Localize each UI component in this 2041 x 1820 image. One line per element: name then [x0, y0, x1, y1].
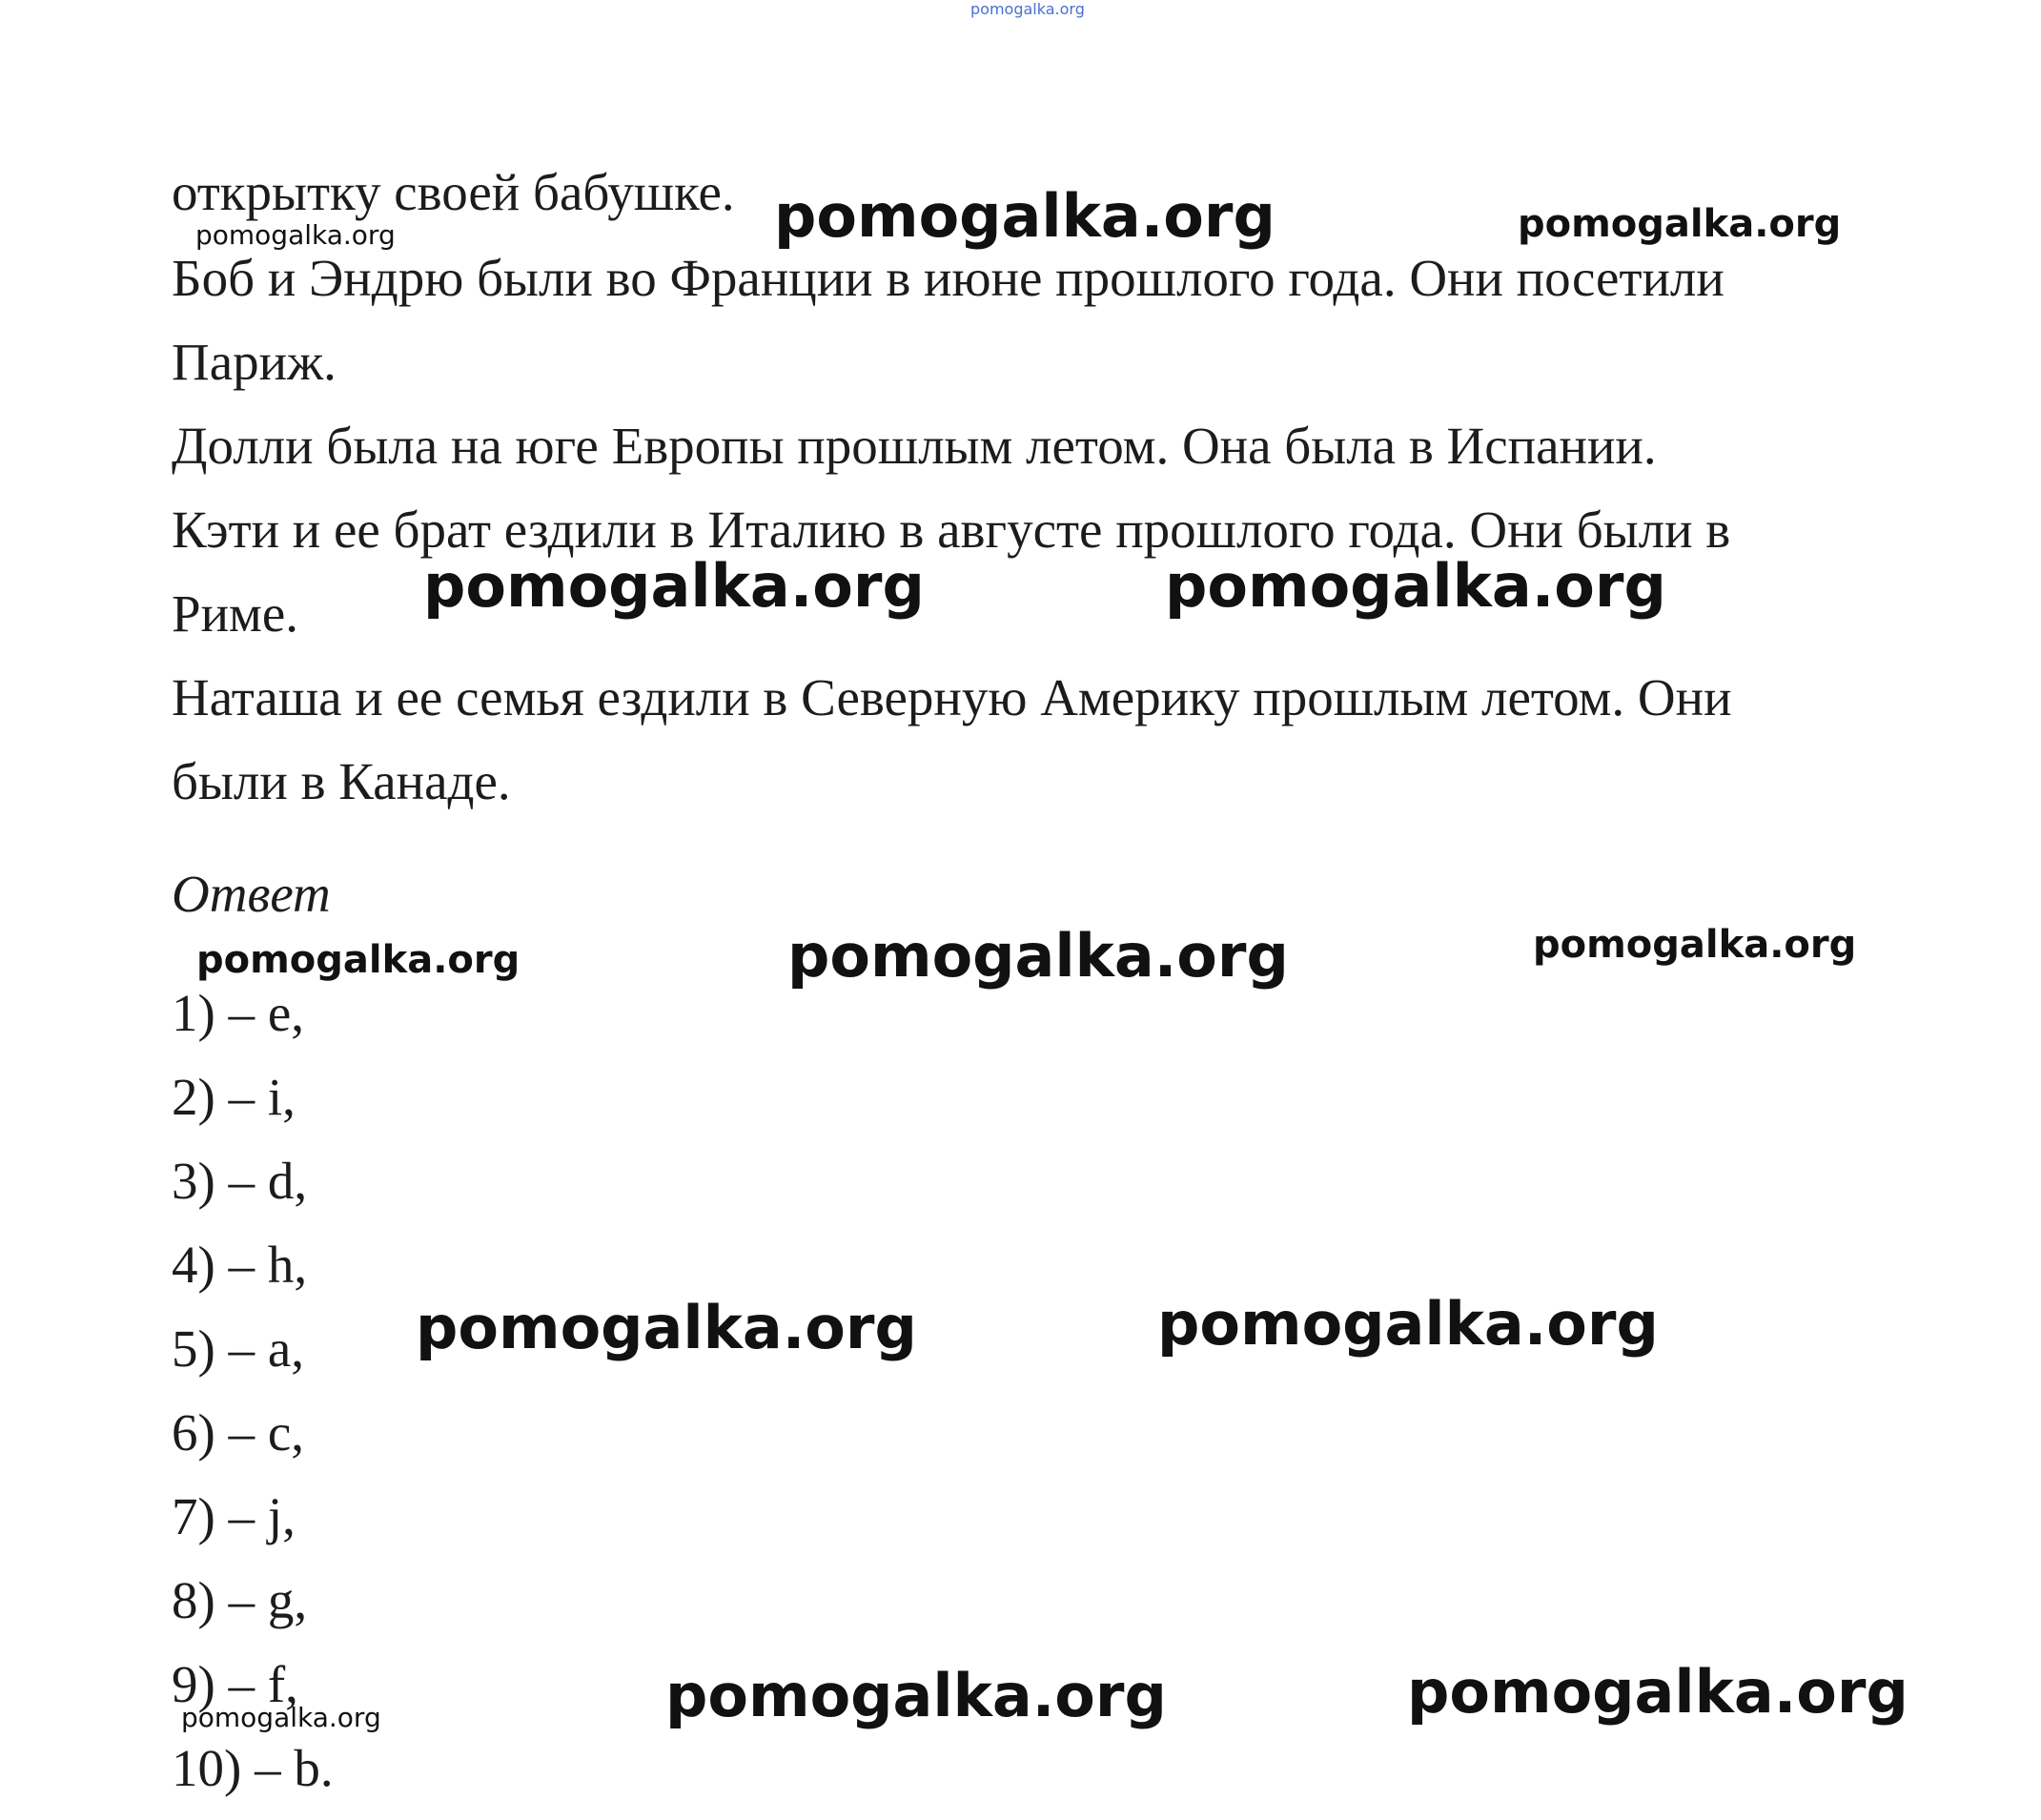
- watermark-large-7: pomogalka.org: [665, 1661, 1167, 1730]
- answer-item-5: 5) – a,: [172, 1319, 304, 1378]
- answer-item-4: 4) – h,: [172, 1236, 308, 1294]
- answer-heading: Ответ: [172, 865, 331, 923]
- paragraph-line-6: Риме.: [172, 584, 298, 643]
- paragraph-line-8: были в Канаде.: [172, 752, 511, 810]
- answer-item-8: 8) – g,: [172, 1571, 308, 1629]
- answer-item-3: 3) – d,: [172, 1152, 308, 1210]
- watermark-large-3: pomogalka.org: [1165, 551, 1666, 621]
- watermark-small-2: pomogalka.org: [181, 1702, 381, 1733]
- paragraph-line-3: Париж.: [172, 333, 337, 391]
- answer-item-2: 2) – i,: [172, 1068, 296, 1126]
- watermark-large-6: pomogalka.org: [1157, 1289, 1659, 1359]
- paragraph-line-5: Кэти и ее брат ездили в Италию в августе прошлого года. Они были в: [172, 501, 1731, 559]
- watermark-large-1: pomogalka.org: [774, 181, 1276, 251]
- answer-item-10: 10) – b.: [172, 1739, 334, 1797]
- answer-item-1: 1) – e,: [172, 984, 304, 1042]
- paragraph-line-4: Долли была на юге Европы прошлым летом. Она была в Испании.: [172, 417, 1657, 475]
- watermark-large-4: pomogalka.org: [787, 921, 1289, 991]
- watermark-large-8: pomogalka.org: [1407, 1657, 1908, 1727]
- header-watermark: pomogalka.org: [970, 0, 1085, 18]
- watermark-large-2: pomogalka.org: [423, 551, 925, 621]
- answer-item-9: 9) – f,: [172, 1655, 298, 1713]
- watermark-medium-1: pomogalka.org: [1518, 202, 1842, 246]
- answer-item-6: 6) – c,: [172, 1403, 304, 1462]
- watermark-medium-3: pomogalka.org: [1533, 923, 1857, 967]
- paragraph-line-1: открытку своей бабушке.: [172, 163, 735, 221]
- watermark-medium-2: pomogalka.org: [196, 938, 520, 982]
- watermark-large-5: pomogalka.org: [416, 1293, 917, 1362]
- paragraph-line-2: Боб и Эндрю были во Франции в июне прошлого года. Они посетили: [172, 249, 1725, 307]
- paragraph-line-7: Наташа и ее семья ездили в Северную Америку прошлым летом. Они: [172, 668, 1732, 726]
- watermark-small-1: pomogalka.org: [195, 219, 396, 251]
- answer-item-7: 7) – j,: [172, 1487, 296, 1545]
